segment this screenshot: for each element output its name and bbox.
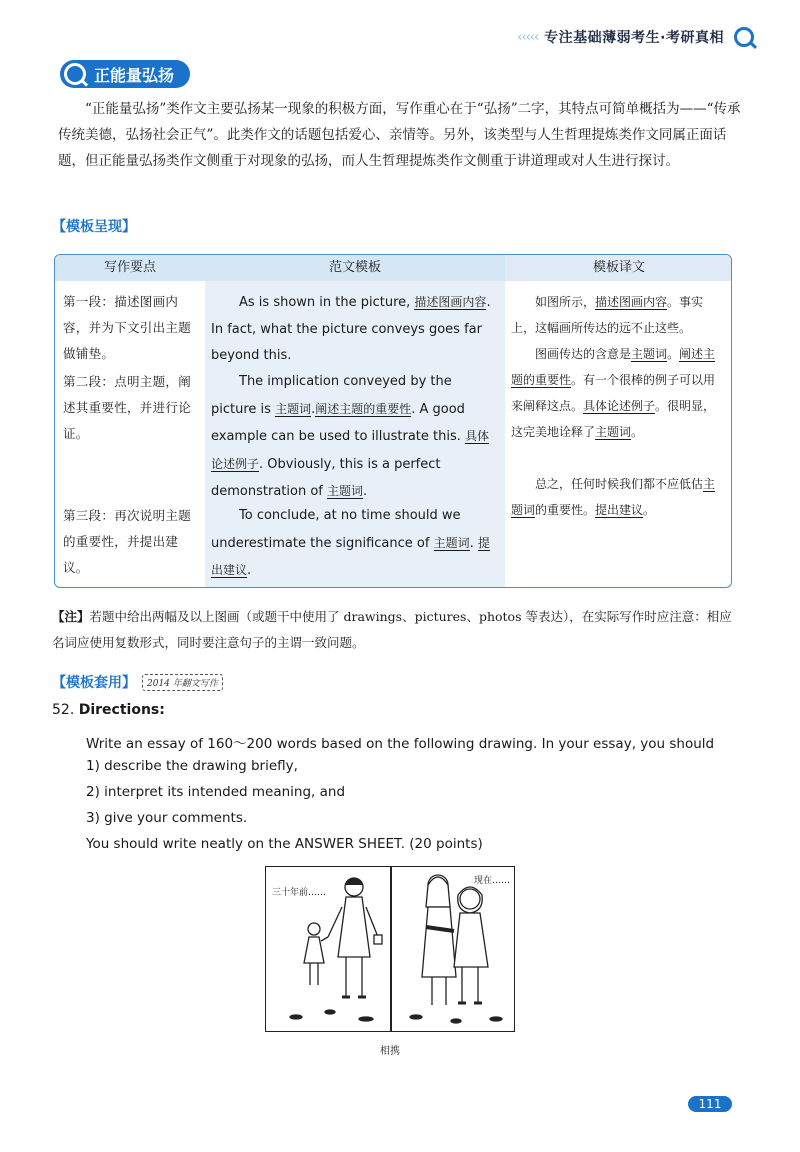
translation-paragraph-1: 如图所示，描述图画内容。事实上，这幅画所传达的远不止这些。 <box>511 295 704 335</box>
question-line-4: 3) give your comments. <box>86 810 248 826</box>
usage-title: 【模板套用】 <box>52 675 136 691</box>
table-header-translation: 模板译文 <box>505 255 732 281</box>
cartoon-illustration <box>266 867 516 1033</box>
template-paragraph-3: To conclude, at no time should we underestimate the significance of 主题词. 提出建议. <box>211 508 490 578</box>
question-heading <box>52 702 165 718</box>
left-panel-caption: 三十年前…… <box>272 888 327 898</box>
placeholder-importance: 阐述主题的重要性 <box>315 401 412 416</box>
question-label: Directions: <box>78 702 165 718</box>
year-badge: 2014 年翻文写作 <box>142 674 223 691</box>
placeholder-example: 具体论述例子 <box>211 429 490 471</box>
header-arrows: ‹‹‹‹‹ <box>517 29 539 45</box>
magnifier-icon <box>734 27 754 47</box>
question-line-1: Write an essay of 160～200 words based on the following drawing. In your essay, you should <box>86 736 715 752</box>
translation-paragraph-2: 图画传达的含意是主题词。阐述主题的重要性。有一个很棒的例子可以用来阐释这点。具体论述例子。很明显，这完美地诠释了主题词。 <box>511 347 716 439</box>
question-line-3: 2) interpret its intended meaning, and <box>86 784 346 800</box>
table-header-template: 范文模板 <box>205 255 505 281</box>
point-paragraph-3: 第三段：再次说明主题的重要性，并提出建议。 <box>63 508 192 575</box>
template-paragraph-2: The implication conveyed by the picture is 主题词.阐述主题的重要性. A good example can be used to illustrate this. 具体论述例子. Obviously, this is a perfect demonstration of 主题词. <box>211 374 490 499</box>
table-header-points: 写作要点 <box>55 255 205 281</box>
placeholder-describe: 描述图画内容 <box>414 295 487 309</box>
template-table <box>54 254 732 588</box>
question-line-2: 1) describe the drawing briefly, <box>86 758 298 774</box>
page-header <box>517 22 754 52</box>
placeholder-suggestion: 提出建议 <box>211 535 490 577</box>
section-title-pill <box>60 60 190 88</box>
template-paragraph-1: As is shown in the picture, 描述图画内容. In fact, what the picture conveys goes far beyond this. <box>211 295 491 363</box>
point-paragraph-1: 第一段：描述图画内容，并为下文引出主题做铺垫。 <box>63 294 192 361</box>
header-title: 专注基础薄弱考生·考研真相 <box>544 30 724 46</box>
question-line-5: You should write neatly on the ANSWER SHEET. (20 points) <box>86 836 483 852</box>
section-title: 正能量弘扬 <box>94 65 175 85</box>
note-tag: 【注】 <box>52 609 90 624</box>
magnifier-icon <box>64 63 86 85</box>
right-panel-caption: 现在…… <box>473 876 510 886</box>
page-number: 111 <box>688 1096 732 1112</box>
intro-paragraph: “正能量弘扬”类作文主要弘扬某一现象的积极方面，写作重心在于“弘扬”二字，其特点可简单概括为——“传承传统美德，弘扬社会正气”。此类作文的话题包括爱心、亲情等。另外，该类型与人生哲理提炼类作文同属正面话题，但正能量弘扬类作文侧重于对现象的弘扬，而人生哲理提炼类作文侧重于讲道理或对人生进行探讨。 <box>58 101 741 169</box>
placeholder-theme: 主题词 <box>433 535 470 550</box>
question-number: 52. <box>52 702 75 718</box>
cartoon-drawing <box>265 866 515 1032</box>
placeholder-theme: 主题词 <box>327 484 364 498</box>
template-heading: 【模板呈现】 <box>52 219 136 235</box>
placeholder-theme: 主题词 <box>275 401 312 416</box>
note-paragraph <box>52 604 742 656</box>
point-paragraph-2: 第二段：点明主题，阐述其重要性，并进行论证。 <box>63 374 192 441</box>
note-text: 若题中给出两幅及以上图画（或题干中使用了 drawings、pictures、photos 等表达），在实际写作时应注意：相应名词应使用复数形式，同时要注意句子的主谓一致问题。 <box>52 609 732 650</box>
usage-heading <box>52 672 223 692</box>
translation-paragraph-3: 总之，任何时候我们都不应低估主题词的重要性。提出建议。 <box>511 477 716 517</box>
drawing-caption: 相携 <box>380 1046 400 1057</box>
